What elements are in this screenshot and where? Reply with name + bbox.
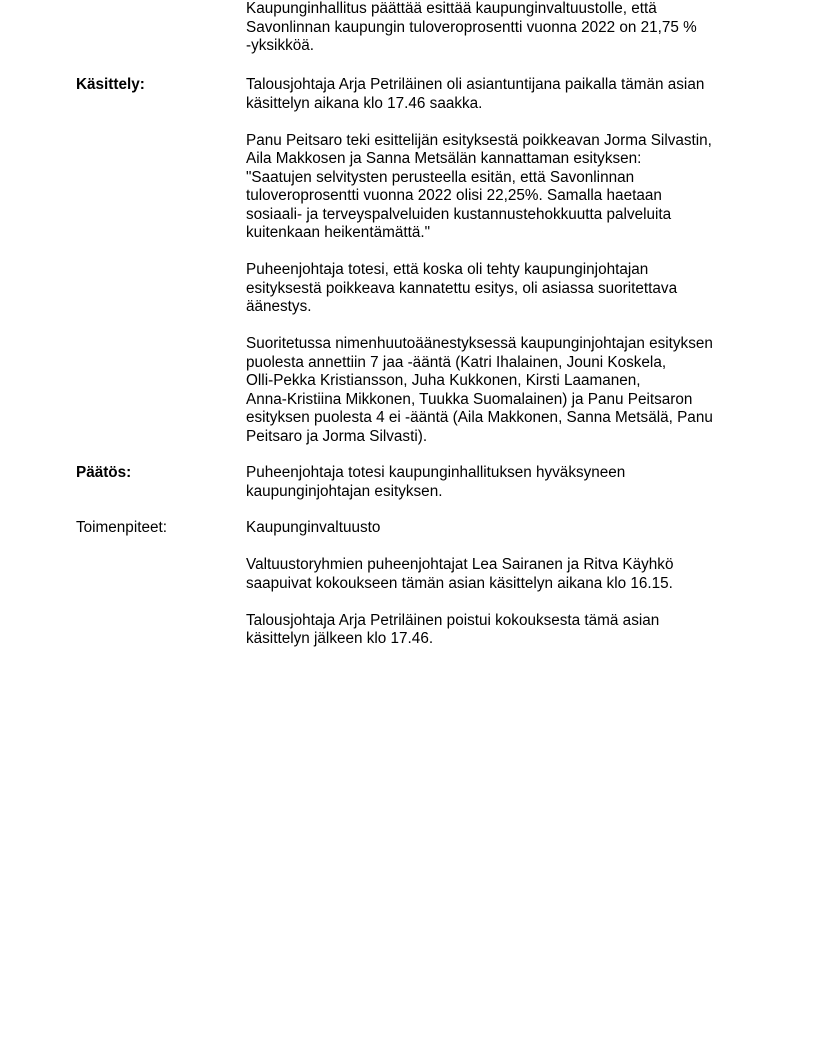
paatos-paragraph: Puheenjohtaja totesi kaupunginhallituksen hyväksyneen kaupunginjohtajan esityksen.	[246, 464, 626, 500]
kasittely-paragraph-counterproposal: Panu Peitsaro teki esittelijän esityksestä poikkeavan Jorma Silvastin, Aila Makkosen ja Sanna Metsälän kannattaman esityksen: "Saatujen selvitysten perusteella esitän, että Savonlinnan tuloveroprosentti vuonna 2022 olisi 22,25%. Samalla haetaan sosiaali- ja terveyspalveluiden kustannustehokkuutta palveluita kuitenkaan heikentämättä."	[246, 131, 712, 241]
toimenpiteet-recipient: Kaupunginvaltuusto	[246, 519, 381, 536]
intro-paragraph: Kaupunginhallitus päättää esittää kaupunginvaltuustolle, että Savonlinnan kaupungin tuloveroprosentti vuonna 2022 on 21,75 % -yksikköä.	[246, 0, 697, 54]
kasittely-label: Käsittely:	[76, 76, 145, 93]
intro-content	[246, 0, 746, 56]
kasittely-paragraph-expert: Talousjohtaja Arja Petriläinen oli asiantuntijana paikalla tämän asian käsittelyn aikana klo 17.46 saakka.	[246, 76, 705, 112]
paatos-content	[246, 464, 746, 501]
kasittely-content	[246, 76, 746, 446]
toimenpiteet-content	[246, 519, 746, 649]
paatos-label: Päätös:	[76, 464, 132, 481]
kasittely-paragraph-vote-needed: Puheenjohtaja totesi, että koska oli tehty kaupunginjohtajan esityksestä poikkeava kannatettu esitys, oli asiassa suoritettava äänestys.	[246, 261, 678, 315]
kasittely-paragraph-vote-result: Suoritetussa nimenhuutoäänestyksessä kaupunginjohtajan esityksen puolesta annettiin 7 jaa -ääntä (Katri Ihalainen, Jouni Koskela, Olli-Pekka Kristiansson, Juha Kukkonen, Kirsti Laamanen, Anna-Kristiina Mikkonen, Tuukka Suomalainen) ja Panu Peitsaron esityksen puolesta 4 ei -ääntä (Aila Makkonen, Sanna Metsälä, Panu Peitsaro ja Jorma Silvasti).	[246, 335, 713, 445]
toimenpiteet-paragraph-departure: Talousjohtaja Arja Petriläinen poistui kokouksesta tämä asian käsittelyn jälkeen klo 17.46.	[246, 611, 660, 647]
toimenpiteet-paragraph-arrival: Valtuustoryhmien puheenjohtajat Lea Sairanen ja Ritva Käyhkö saapuivat kokoukseen tämän asian käsittelyn aikana klo 16.15.	[246, 556, 674, 592]
toimenpiteet-label: Toimenpiteet:	[76, 519, 167, 536]
